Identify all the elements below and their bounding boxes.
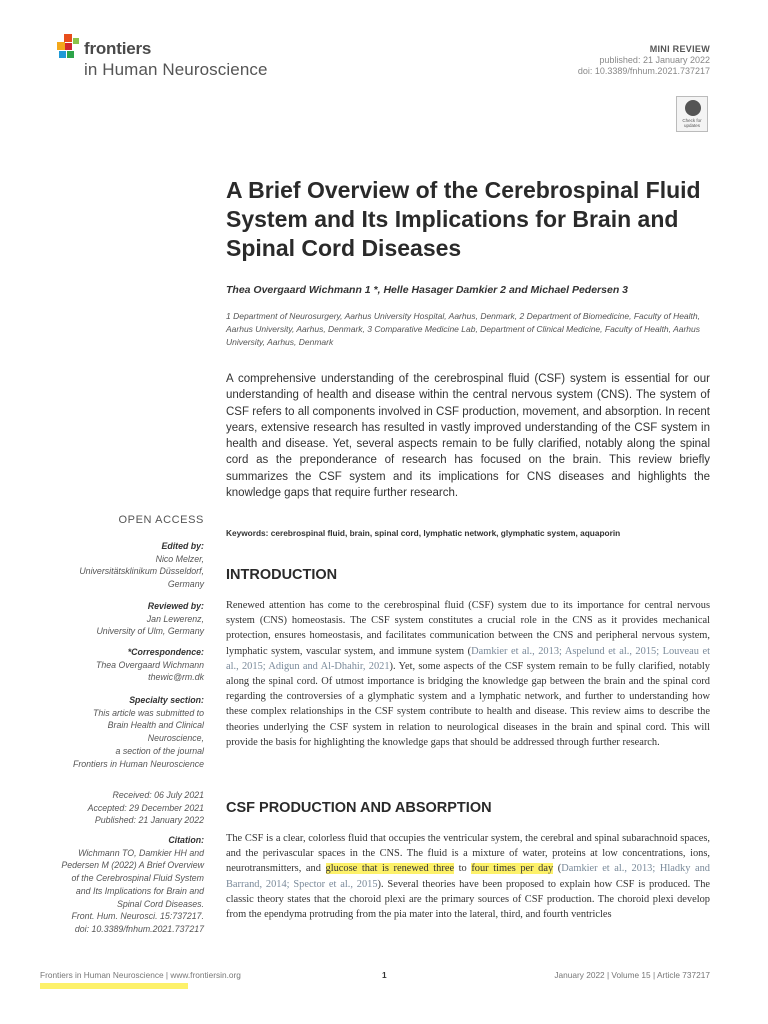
abstract: A comprehensive understanding of the cerebrospinal fluid (CSF) system is essential for our understanding of health and disease within the central nervous system (CNS). The system of CSF refers to all components involved in CSF production, movement, and absorption. In recent years, extensive research has resulted in vastly improved understanding of the CSF system in health and disease. Yet, several aspects remain to be fully clarified, notably along the spinal cord as the preponderance of research has focused on the brain. This review briefly summarizes the CSF system and its implications for CNS diseases and highlights the knowledge gaps that require further research. — [226, 373, 710, 500]
reviewed-by-label: Reviewed by: — [147, 601, 204, 611]
citation-line: Pedersen M (2022) A Brief Overview — [61, 860, 204, 871]
article-type: MINI REVIEW — [649, 44, 710, 54]
editor-line: Universitätsklinikum Düsseldorf, — [79, 566, 204, 577]
csf-text-part: ). Several theories have been proposed to explain how CSF is produced. The classic theory states that the choroid plexi are the primary sources of CSF production. The choroid plexi develop from the ependyma protruding from the pia mater into the lateral, third, and fourth ventricles — [226, 878, 710, 921]
article-authors: Thea Overgaard Wichmann 1 *, Helle Hasager Damkier 2 and Michael Pedersen 3 — [226, 284, 628, 296]
section-heading-introduction: INTRODUCTION — [226, 567, 338, 583]
intro-text-part: Renewed attention has come to the cerebrospinal fluid (CSF) system due to its importance for central nervous system (CNS) homeostasis. The CSF system constitutes a crucial role in the CNS as it provides mechanical protection, ensures homeostasis, and facilitates communication between the CNS and peripheral nervous system, lymphatic system, vascular system, and immune system ( — [226, 600, 710, 657]
article-doi[interactable]: doi: 10.3389/fnhum.2021.737217 — [577, 66, 710, 76]
article-affiliations: 1 Department of Neurosurgery, Aarhus University Hospital, Aarhus, Denmark, 2 Department of Biomedicine, Faculty of Health, Aarhus University, Aarhus, Denmark, 3 Comparative Medicine Lab, Department of Clinical Medicine, Faculty of Health, Aarhus University, Aarhus, Denmark — [226, 311, 700, 347]
correspondence-name: Thea Overgaard Wichmann — [96, 659, 204, 670]
citation-line: Front. Hum. Neurosci. 15:737217. — [71, 911, 204, 922]
edited-by-label: Edited by: — [161, 541, 204, 551]
intro-references-link[interactable]: Damkier et al., 2013; Aspelund et al., 2015; Louveau et al., 2015; Adigun and Al-Dhahir, 2021 — [226, 645, 710, 672]
check-for-updates-badge[interactable] — [676, 96, 708, 132]
highlighted-text[interactable]: glucose that is renewed three — [325, 863, 455, 875]
keywords-list: cerebrospinal fluid, brain, spinal cord, lymphatic network, glymphatic system, aquaporin — [270, 528, 621, 538]
specialty-line: This article was submitted to — [93, 707, 204, 718]
article-title: A Brief Overview of the Cerebrospinal Fluid System and Its Implications for Brain and Spinal Cord Diseases — [226, 177, 701, 261]
journal-logo[interactable] — [57, 34, 287, 84]
sidebar-specialty — [40, 694, 204, 770]
citation-line[interactable]: doi: 10.3389/fnhum.2021.737217 — [74, 923, 204, 934]
frontiers-logo-icon — [57, 34, 81, 62]
reviewer-line: University of Ulm, Germany — [96, 626, 204, 637]
citation-line: Spinal Cord Diseases. — [116, 898, 204, 909]
editor-line: Nico Melzer, — [155, 553, 204, 564]
sidebar-dates — [40, 789, 204, 827]
check-updates-icon — [685, 100, 701, 116]
correspondence-email[interactable]: thewic@rm.dk — [148, 672, 204, 683]
badge-text: Check for updates — [682, 118, 702, 128]
received-date: Received: 06 July 2021 — [112, 790, 204, 800]
logo-word: frontiers — [84, 39, 152, 58]
footer-left — [40, 970, 241, 980]
publication-meta — [578, 44, 710, 77]
sidebar-edited-by — [40, 540, 204, 591]
open-access-label: OPEN ACCESS — [118, 514, 204, 526]
published-date: published: 21 January 2022 — [599, 55, 710, 65]
csf-text-part: The CSF is a clear, colorless fluid that occupies the ventricular system, the cerebral and spinal subarachnoid spaces, and the perivascular spaces in the CNS. The fluid is a mixture of water, proteins at low concentrations, ions, neurotransmitters, and — [226, 833, 710, 875]
sidebar-reviewed-by — [40, 600, 204, 638]
citation-line: and Its Implications for Brain and — [75, 885, 204, 896]
specialty-line: Neuroscience, — [147, 733, 204, 744]
footer-journal-link[interactable]: Frontiers in Human Neuroscience — [40, 970, 164, 980]
reviewer-line: Jan Lewerenz, — [146, 613, 204, 624]
specialty-line: a section of the journal — [115, 745, 204, 756]
footer-issue: January 2022 | Volume 15 | Article 737217 — [554, 970, 710, 980]
correspondence-label: *Correspondence: — [127, 647, 204, 657]
sidebar-correspondence — [40, 646, 204, 684]
page-footer — [40, 970, 710, 986]
citation-line: of the Cerebrospinal Fluid System — [71, 873, 204, 884]
page-number: 1 — [382, 970, 387, 980]
csf-text-part: ( — [553, 863, 562, 875]
published-date-sidebar: Published: 21 January 2022 — [94, 815, 204, 826]
highlighted-text[interactable]: four times per day — [471, 863, 554, 875]
accepted-date: Accepted: 29 December 2021 — [87, 802, 204, 813]
citation-label: Citation: — [168, 835, 204, 845]
sidebar-citation — [40, 834, 204, 936]
keywords — [226, 528, 716, 538]
keywords-label: Keywords: — [226, 528, 269, 538]
specialty-line: Brain Health and Clinical — [107, 720, 204, 731]
editor-line: Germany — [167, 579, 204, 590]
specialty-label: Specialty section: — [129, 695, 204, 705]
csf-text-part: to — [454, 863, 472, 875]
section-heading-csf-production: CSF PRODUCTION AND ABSORPTION — [226, 800, 492, 816]
footer-website[interactable]: | www.frontiersin.org — [163, 970, 241, 980]
intro-text-part: ). Yet, some aspects of the CSF system remain to be fully clarified, notably along the spinal cord. Of utmost importance is bridging the knowledge gap between the brain and the spinal cord regarding the controversies of a glymphatic system and a lymphatic network, and further to understanding how these complex relationships in the CSF system contribute to health and disease. This review aims to describe the theories underlying the CSF system in relation to neurological diseases in the brain and spinal cord. This will provide the basis for highlighting the knowledge gaps that should be addressed through further research. — [226, 660, 710, 748]
introduction-paragraph — [226, 598, 710, 750]
logo-journal-name: in Human Neuroscience — [84, 60, 268, 79]
csf-references-link[interactable]: Damkier et al., 2013; Hladky and Barrand, 2014; Spector et al., 2015 — [226, 863, 710, 890]
specialty-line: Frontiers in Human Neuroscience — [72, 758, 204, 769]
csf-paragraph — [226, 831, 710, 922]
citation-line: Wichmann TO, Damkier HH and — [78, 847, 204, 858]
